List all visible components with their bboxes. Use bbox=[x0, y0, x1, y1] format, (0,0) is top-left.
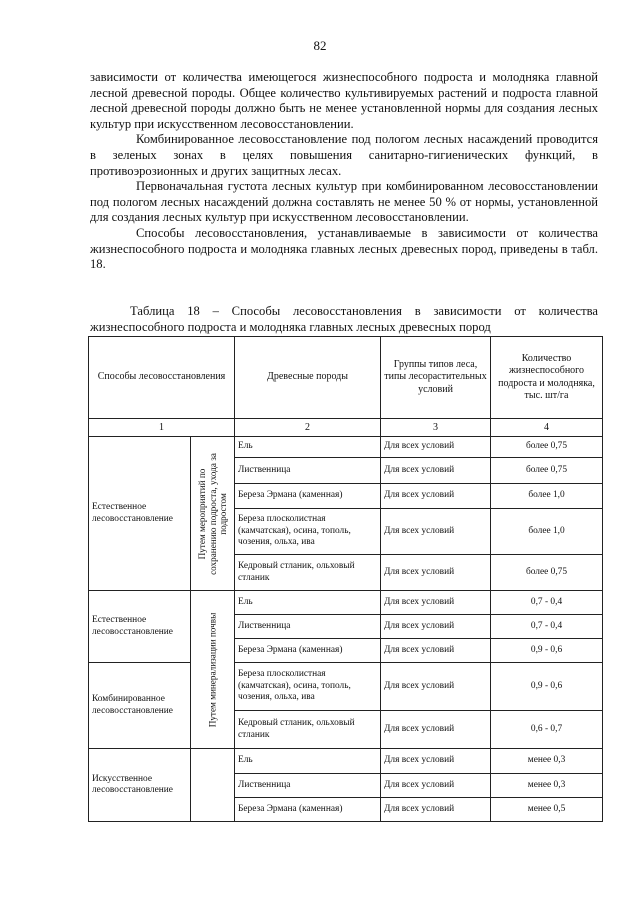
quantity-cell: более 1,0 bbox=[491, 509, 603, 555]
quantity-cell: более 0,75 bbox=[491, 458, 603, 484]
condition-cell: Для всех условий bbox=[381, 484, 491, 509]
quantity-cell: более 0,75 bbox=[491, 555, 603, 591]
table-caption bbox=[90, 304, 598, 335]
quantity-cell: 0,6 - 0,7 bbox=[491, 711, 603, 749]
species-cell: Береза плосколистная (камчатская), осина, тополь, чозения, ольха, ива bbox=[235, 509, 381, 555]
table-header-row bbox=[89, 337, 603, 419]
species-cell: Лиственница bbox=[235, 774, 381, 798]
species-cell: Береза Эрмана (каменная) bbox=[235, 484, 381, 509]
species-cell: Лиственница bbox=[235, 458, 381, 484]
condition-cell: Для всех условий bbox=[381, 663, 491, 711]
condition-cell: Для всех условий bbox=[381, 774, 491, 798]
quantity-cell: менее 0,5 bbox=[491, 798, 603, 822]
method-cell: Искусственное лесовосстановление bbox=[89, 749, 191, 822]
body-text bbox=[90, 70, 598, 273]
condition-cell: Для всех условий bbox=[381, 458, 491, 484]
method-cell: Естественное лесовосстановление bbox=[89, 591, 191, 663]
condition-cell: Для всех условий bbox=[381, 437, 491, 458]
method-subtype-cell bbox=[191, 591, 235, 749]
header-groups: Группы типов леса, типы лесорастительных условий bbox=[381, 337, 491, 419]
quantity-cell: менее 0,3 bbox=[491, 774, 603, 798]
table-row bbox=[89, 591, 603, 615]
condition-cell: Для всех условий bbox=[381, 749, 491, 774]
column-number: 4 bbox=[491, 419, 603, 437]
quantity-cell: 0,9 - 0,6 bbox=[491, 663, 603, 711]
species-cell: Кедровый стланик, ольховый стланик bbox=[235, 555, 381, 591]
species-cell: Береза Эрмана (каменная) bbox=[235, 639, 381, 663]
paragraph: Первоначальная густота лесных культур при комбинированном лесовосстановлении под пологом лесных насаждений должна составлять не менее 50 % от нормы, установленной для создания лесных культур при искусственном лесовосстановлении. bbox=[90, 179, 598, 225]
method-subtype-label: Путем минерализации почвы bbox=[207, 612, 218, 727]
quantity-cell: более 0,75 bbox=[491, 437, 603, 458]
condition-cell: Для всех условий bbox=[381, 711, 491, 749]
column-number-row bbox=[89, 419, 603, 437]
condition-cell: Для всех условий bbox=[381, 591, 491, 615]
table-row bbox=[89, 437, 603, 458]
quantity-cell: более 1,0 bbox=[491, 484, 603, 509]
header-species: Древесные породы bbox=[235, 337, 381, 419]
paragraph: Комбинированное лесовосстановление под пологом лесных насаждений проводится в зеленых зонах в целях повышения санитарно-гигиенических функций, в противоэрозионных и других защитных лесах. bbox=[90, 132, 598, 178]
species-cell: Береза плосколистная (камчатская), осина, тополь, чозения, ольха, ива bbox=[235, 663, 381, 711]
table-caption-line: жизнеспособного подроста и молодняка главных лесных древесных пород bbox=[90, 319, 491, 334]
method-subtype-label: Путем мероприятий по сохранению подроста, ухода за подростом bbox=[196, 452, 228, 575]
quantity-cell: менее 0,3 bbox=[491, 749, 603, 774]
method-subtype-cell bbox=[191, 437, 235, 591]
quantity-cell: 0,7 - 0,4 bbox=[491, 615, 603, 639]
species-cell: Кедровый стланик, ольховый стланик bbox=[235, 711, 381, 749]
paragraph: зависимости от количества имеющегося жизнеспособного подроста и молодняка главной лесной древесной породы. Общее количество культивируемых растений и подроста главной лесной древесной породы должно быть не менее установленной нормы для создания лесных культур при искусственном лесовосстановлении. bbox=[90, 70, 598, 131]
paragraph: Способы лесовосстановления, устанавливаемые в зависимости от количества жизнеспособного подроста и молодняка главных лесных древесных пород, приведены в табл. 18. bbox=[90, 225, 598, 272]
table-row bbox=[89, 663, 603, 711]
condition-cell: Для всех условий bbox=[381, 615, 491, 639]
page-number: 82 bbox=[313, 38, 327, 53]
condition-cell: Для всех условий bbox=[381, 798, 491, 822]
quantity-cell: 0,7 - 0,4 bbox=[491, 591, 603, 615]
method-cell: Естественное лесовосстановление bbox=[89, 437, 191, 591]
column-number: 2 bbox=[235, 419, 381, 437]
quantity-cell: 0,9 - 0,6 bbox=[491, 639, 603, 663]
table-caption-line: Таблица 18 – Способы лесовосстановления в зависимости от количества bbox=[130, 304, 598, 318]
method-cell: Комбинированное лесовосстановление bbox=[89, 663, 191, 749]
table-row bbox=[89, 749, 603, 774]
condition-cell: Для всех условий bbox=[381, 509, 491, 555]
condition-cell: Для всех условий bbox=[381, 639, 491, 663]
column-number: 3 bbox=[381, 419, 491, 437]
column-number: 1 bbox=[89, 419, 235, 437]
condition-cell: Для всех условий bbox=[381, 555, 491, 591]
species-cell: Ель bbox=[235, 437, 381, 458]
species-cell: Ель bbox=[235, 591, 381, 615]
header-quantity: Количество жизнеспособного подроста и молодняка, тыс. шт/га bbox=[491, 337, 603, 419]
species-cell: Береза Эрмана (каменная) bbox=[235, 798, 381, 822]
method-subtype-cell bbox=[191, 749, 235, 822]
species-cell: Ель bbox=[235, 749, 381, 774]
species-cell: Лиственница bbox=[235, 615, 381, 639]
reforestation-table bbox=[88, 336, 603, 822]
header-methods: Способы лесовосстановления bbox=[89, 337, 235, 419]
